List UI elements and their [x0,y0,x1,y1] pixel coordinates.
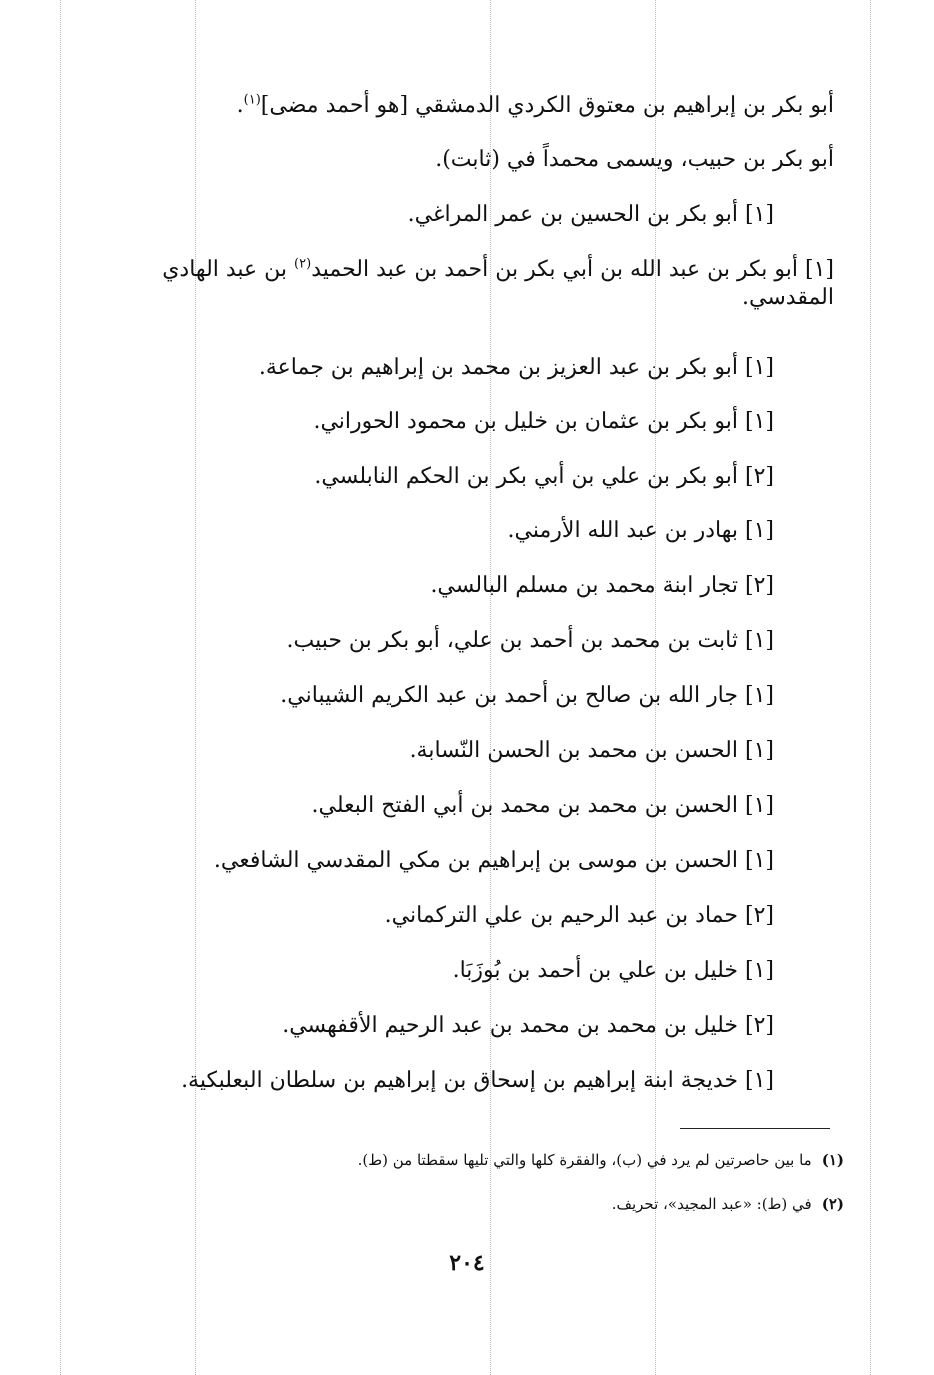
entry-line: [١] جار الله بن صالح بن أحمد بن عبد الكريم الشيباني. [280,683,774,708]
entry-line: [٢] تجار ابنة محمد بن مسلم البالسي. [430,573,774,598]
entry-line: [١] الحسن بن محمد بن محمد بن أبي الفتح البعلي. [311,793,774,818]
entry-line [84,256,834,312]
footnote-text: في (ط): «عبد المجيد»، تحريف. [611,1195,812,1213]
entry-line: [١] أبو بكر بن عبد العزيز بن محمد بن إبراهيم بن جماعة. [258,355,774,380]
scan-line [870,0,871,1375]
footnote-number: (١) [821,1151,844,1169]
footnote-text: ما بين حاصرتين لم يرد في (ب)، والفقرة كلها والتي تليها سقطتا من (ط). [357,1151,812,1169]
entry-text: أبو بكر بن إبراهيم بن معتوق الكردي الدمشقي [هو أحمد مضى] [260,93,834,118]
entry-line: [١] خديجة ابنة إبراهيم بن إسحاق بن إبراهيم بن سلطان البعلبكية. [181,1068,774,1093]
entry-line: [١] الحسن بن محمد بن الحسن النّسابة. [409,738,774,763]
entry-text: [١] أبو بكر بن عبد الله بن أبي بكر بن أحمد بن عبد الحميد [311,257,834,282]
scan-line [195,0,196,1375]
entry-line: [٢] أبو بكر بن علي بن أبي بكر بن الحكم النابلسي. [314,464,774,489]
entry-line: [١] الحسن بن موسى بن إبراهيم بن مكي المقدسي الشافعي. [213,848,774,873]
footnote [612,1194,844,1214]
entry-line: [٢] خليل بن محمد بن محمد بن عبد الرحيم الأقفهسي. [282,1013,774,1038]
scan-line [60,0,61,1375]
entry-line: [١] ثابت بن محمد بن أحمد بن علي، أبو بكر بن حبيب. [286,628,774,653]
entry-end: . [236,93,244,118]
entry-line: [١] بهادر بن عبد الله الأرمني. [507,518,774,543]
entry-line: [١] أبو بكر بن عثمان بن خليل بن محمود الحوراني. [313,409,774,434]
entry-line: [٢] حماد بن عبد الرحيم بن علي التركماني. [384,903,774,928]
entry-line: [١] أبو بكر بن الحسين بن عمر المراغي. [407,202,774,227]
entry-line: [١] خليل بن علي بن أحمد بن بُوزَبَا. [452,958,774,983]
page-number: ٢٠٤ [449,1250,485,1276]
footnote-number: (٢) [821,1195,844,1213]
footnote [358,1150,844,1170]
footnote-marker: (٢) [294,256,312,272]
entry-line: أبو بكر بن حبيب، ويسمى محمداً في (ثابت). [435,147,834,172]
entry-line [237,92,834,120]
footnote-separator [680,1128,830,1129]
footnote-marker: (١) [243,92,261,108]
entry-end: بن عبد الهادي المقدسي. [162,257,834,310]
